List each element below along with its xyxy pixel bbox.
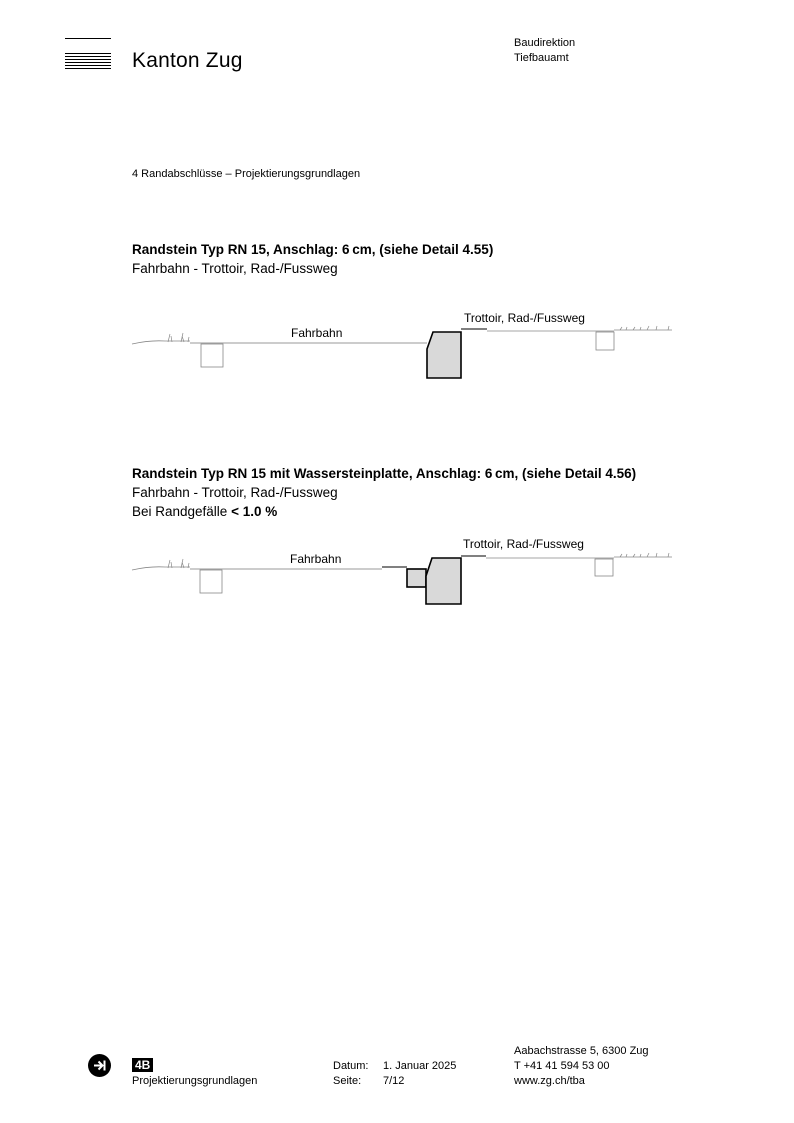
seite-label: Seite: [333,1075,362,1087]
detail1-curb-stone [427,332,461,378]
office-line: Tiefbauamt [514,52,569,64]
footer-doc-name: Projektierungsgrundlagen [132,1075,258,1087]
footer-address: Aabachstrasse 5, 6300 Zug [514,1045,649,1057]
chapter-badge: 4B [132,1058,153,1072]
detail2-condition [132,504,277,519]
canton-logo-lines [65,38,111,69]
section-title: 4 Randabschlüsse – Projektierungsgrundlagen [132,168,361,180]
detail1-drain-box [201,344,223,367]
seite-value: 7/12 [383,1075,405,1087]
canton-name: Kanton Zug [132,49,243,72]
detail2-right-box [595,559,613,576]
detail1-drawing [0,300,794,390]
department-line: Baudirektion [514,37,576,49]
detail1-title: Randstein Typ RN 15, Anschlag: 6 cm, (siehe Detail 4.55) [132,242,494,257]
detail1-label-right: Trottoir, Rad-/Fussweg [464,311,585,325]
detail1-subtitle: Fahrbahn - Trottoir, Rad-/Fussweg [132,261,338,276]
detail2-curb-stone [426,558,461,604]
footer-web[interactable]: www.zg.ch/tba [514,1075,585,1087]
detail2-subtitle: Fahrbahn - Trottoir, Rad-/Fussweg [132,485,338,500]
footer-phone: T +41 41 594 53 00 [514,1060,610,1072]
detail1-right-box [596,332,614,350]
condition-prefix: Bei Randgefälle [132,504,228,519]
department [514,36,575,66]
detail2-label-right: Trottoir, Rad-/Fussweg [463,537,584,551]
detail2-title: Randstein Typ RN 15 mit Wassersteinplatte, Anschlag: 6 cm, (siehe Detail 4.56) [132,466,637,481]
detail1-grass-right [614,326,672,330]
detail2-drawing [0,530,794,610]
datum-label: Datum: [333,1060,369,1072]
detail2-drain-box [200,570,222,593]
detail2-water-plate [407,569,426,587]
detail2-grass-right [614,553,672,557]
datum-value: 1. Januar 2025 [383,1060,457,1072]
condition-value: < 1.0 % [231,504,278,519]
detail1-label-left: Fahrbahn [291,326,343,340]
detail2-label-left: Fahrbahn [290,552,342,566]
arrow-right-icon [88,1054,111,1077]
